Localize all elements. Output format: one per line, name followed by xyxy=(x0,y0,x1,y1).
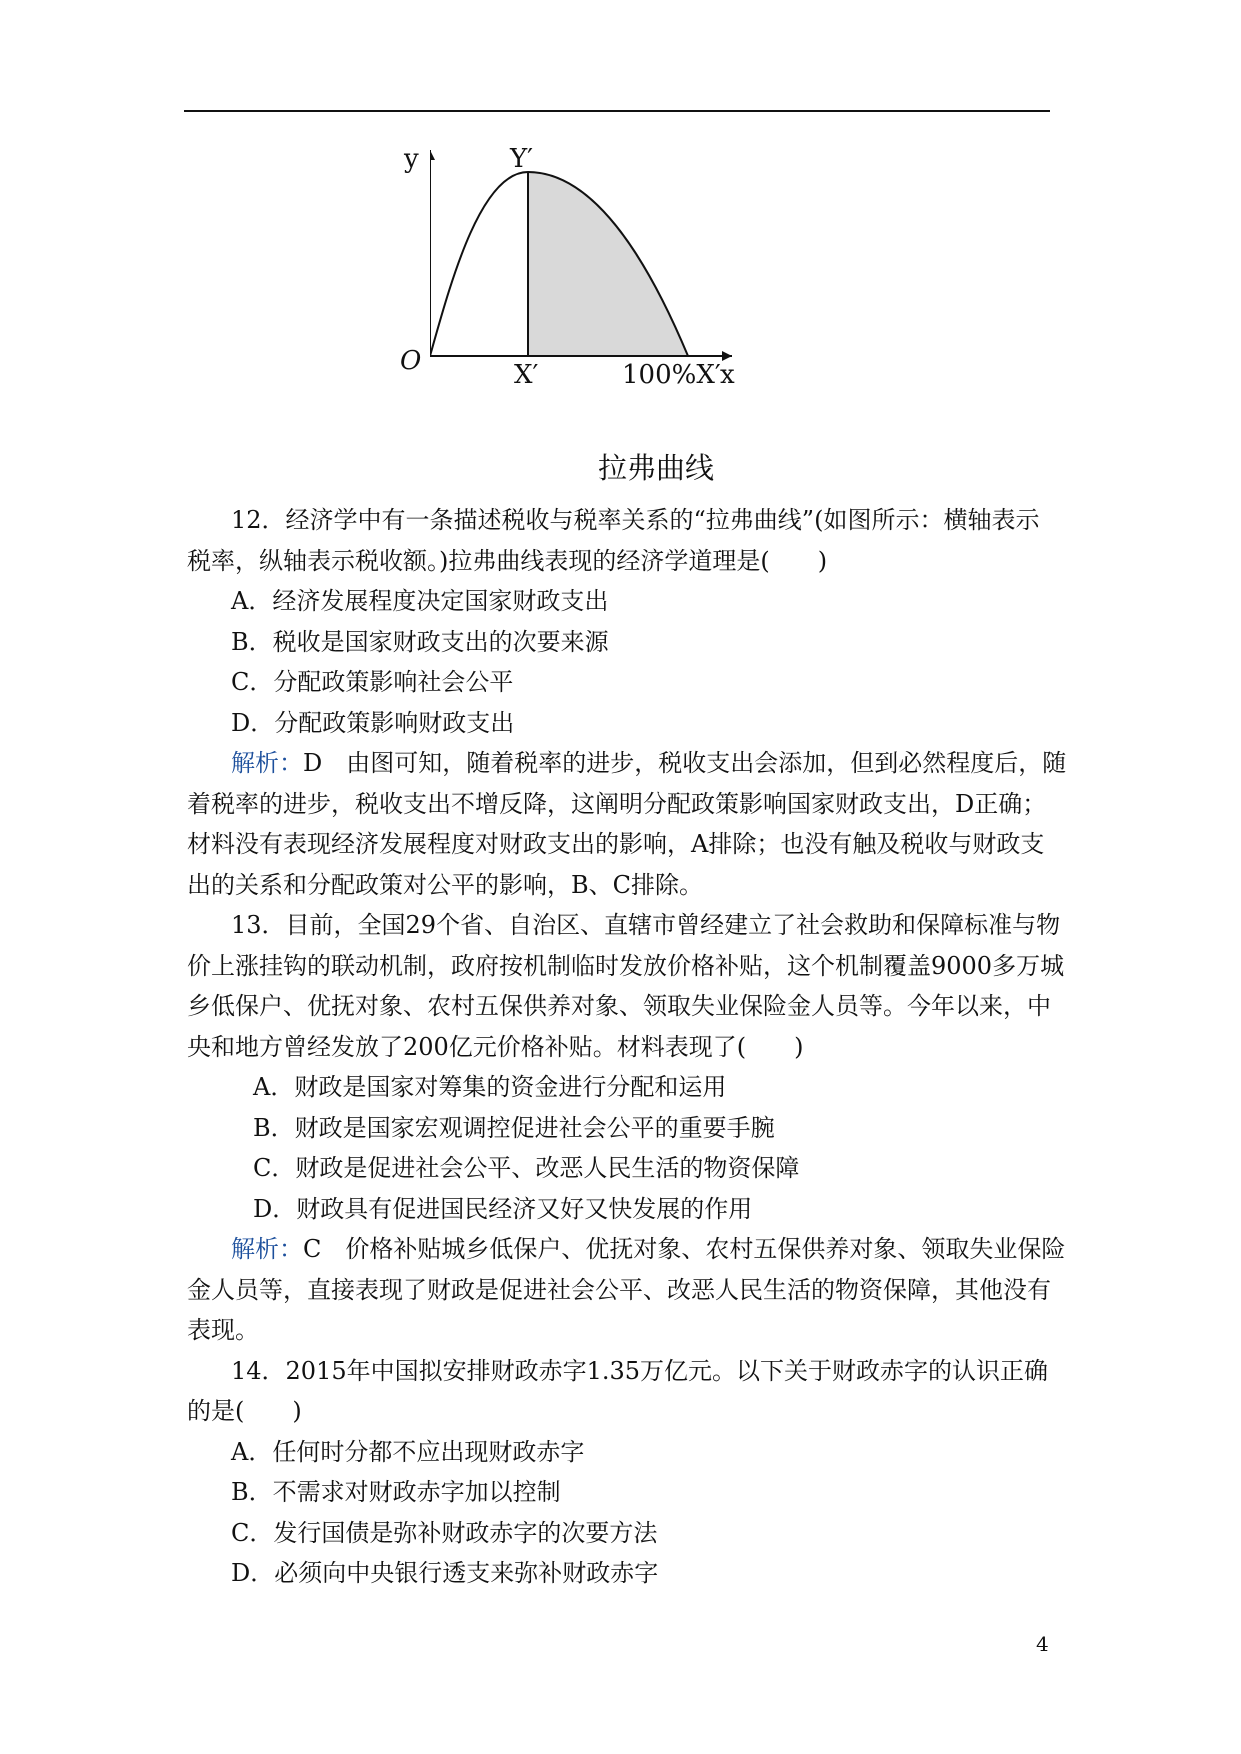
x-end-label: 100%X′ xyxy=(622,360,721,390)
header-rule xyxy=(184,110,1050,112)
q14-option-c: C．发行国债是弥补财政赤字的次要方法 xyxy=(231,1518,658,1547)
q13-stem-line1: 13．目前，全国29个省、自治区、直辖市曾经建立了社会救助和保障标准与物 xyxy=(231,911,1061,939)
q12-option-d: D．分配政策影响财政支出 xyxy=(231,708,515,737)
q13-analysis-line3: 表现。 xyxy=(187,1316,259,1344)
x-axis-label: x xyxy=(720,360,735,390)
q14-stem-line1: 14．2015年中国拟安排财政赤字1.35万亿元。以下关于财政赤字的认识正确 xyxy=(231,1356,1049,1385)
q13-stem-line2: 价上涨挂钩的联动机制，政府按机制临时发放价格补贴，这个机制覆盖9000多万城 xyxy=(187,951,1065,980)
q13-stem-line4: 央和地方曾经发放了200亿元价格补贴。材料表现了( ) xyxy=(187,1032,804,1061)
shaded-region xyxy=(528,172,688,356)
q12-analysis-line2: 着税率的进步，税收支出不增反降，这阐明分配政策影响国家财政支出，D正确； xyxy=(187,789,1047,818)
x-mid-label: X′ xyxy=(514,360,539,390)
q12-stem-line1: 12．经济学中有一条描述税收与税率关系的“拉弗曲线”(如图所示：横轴表示 xyxy=(231,506,1040,534)
peak-label: Y′ xyxy=(510,144,534,174)
q14-option-a: A．任何时分都不应出现财政赤字 xyxy=(231,1437,585,1466)
q14-stem-line2: 的是( ) xyxy=(187,1397,302,1425)
question-content xyxy=(187,500,1077,1594)
q13-option-d: D．财政具有促进国民经济又好又快发展的作用 xyxy=(253,1194,753,1223)
q12-option-b: B．税收是国家财政支出的次要来源 xyxy=(231,627,609,656)
q13-option-c: C．财政是促进社会公平、改恶人民生活的物资保障 xyxy=(253,1154,800,1182)
q14-option-d: D．必须向中央银行透支来弥补财政赤字 xyxy=(231,1559,659,1587)
laffer-curve-figure xyxy=(400,144,830,495)
analysis-label: 解析： xyxy=(231,1235,303,1263)
q13-option-b: B．财政是国家宏观调控促进社会公平的重要手腕 xyxy=(253,1113,775,1142)
analysis-label: 解析： xyxy=(231,749,303,777)
laffer-curve-diagram xyxy=(430,150,830,450)
origin-label: O xyxy=(400,346,422,376)
page-number: 4 xyxy=(1036,1632,1049,1656)
q12-stem-line2: 税率，纵轴表示税收额。)拉弗曲线表现的经济学道理是( ) xyxy=(187,546,828,575)
figure-caption: 拉弗曲线 xyxy=(598,451,715,485)
q14-option-b: B．不需求对财政赤字加以控制 xyxy=(231,1478,561,1506)
q12-option-c: C．分配政策影响社会公平 xyxy=(231,668,514,696)
q13-option-a: A．财政是国家对筹集的资金进行分配和运用 xyxy=(253,1073,727,1101)
q12-analysis-line1: 解析：D 由图可知，随着税率的进步，税收支出会添加，但到必然程度后，随 xyxy=(231,749,1067,777)
y-axis-label: y xyxy=(404,144,419,174)
q12-analysis-line3: 材料没有表现经济发展程度对财政支出的影响，A排除；也没有触及税收与财政支 xyxy=(187,830,1045,858)
q13-stem-line3: 乡低保户、优抚对象、农村五保供养对象、领取失业保险金人员等。今年以来，中 xyxy=(187,992,1051,1020)
q13-analysis-line1: 解析：C 价格补贴城乡低保户、优抚对象、农村五保供养对象、领取失业保险 xyxy=(231,1235,1066,1263)
q12-analysis-line4: 出的关系和分配政策对公平的影响，B、C排除。 xyxy=(187,870,703,899)
q12-option-a: A．经济发展程度决定国家财政支出 xyxy=(231,587,609,615)
q13-analysis-line2: 金人员等，直接表现了财政是促进社会公平、改恶人民生活的物资保障，其他没有 xyxy=(187,1275,1051,1304)
